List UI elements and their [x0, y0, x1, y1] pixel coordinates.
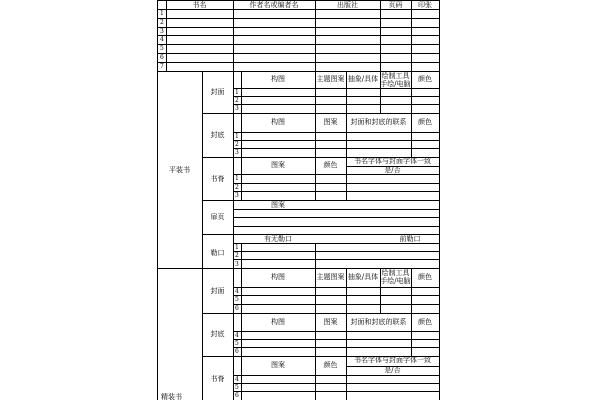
row-line: [233, 148, 440, 149]
col-font-match-sub: 是/否: [384, 366, 401, 374]
row-line: [233, 375, 440, 376]
col-front-back-link: 封面和封底的联系: [350, 318, 407, 326]
col-color: 颜色: [418, 273, 432, 281]
part-tab: 勒口: [210, 249, 225, 257]
row-number: 6: [235, 305, 239, 312]
num-col-line: [233, 268, 234, 313]
row-number: 3: [235, 192, 239, 199]
row-number: 1: [160, 10, 164, 17]
col-pattern: 图案: [323, 318, 338, 326]
col-front-tab: 有无勒口: [264, 235, 292, 243]
part-flyleaf: 扉页: [210, 213, 225, 221]
row-number: 5: [160, 45, 164, 52]
table-row-line: [157, 9, 440, 10]
col-theme-pattern: 主题图案: [316, 273, 345, 281]
table-row-line: [157, 18, 440, 19]
row-number: 2: [235, 184, 239, 191]
table-col-line: [411, 0, 412, 71]
table-row-line: [157, 53, 440, 54]
row-number: 6: [160, 54, 164, 61]
table-col-line: [233, 0, 234, 71]
design-border-left: [157, 71, 158, 400]
row-line: [233, 391, 440, 392]
col-font-match: 书名字体与封面字体一致: [354, 157, 431, 165]
num-col-line: [233, 313, 234, 356]
row-line: [233, 191, 440, 192]
table-col-line: [380, 0, 381, 71]
col-pattern: 图案: [323, 118, 338, 126]
binding-hardcover: 精装书: [161, 393, 182, 400]
row-line: [233, 183, 440, 184]
col-color: 颜色: [323, 361, 338, 369]
part-back: 封底: [210, 131, 225, 139]
part-back: 封底: [210, 330, 225, 338]
binding-paperback: 平装书: [169, 166, 190, 174]
part-cover: 封面: [210, 88, 225, 96]
row-number: 3: [160, 28, 164, 35]
row-line: [233, 174, 440, 175]
row-number: 4: [235, 332, 239, 339]
col-composition: 构图: [271, 75, 285, 83]
row-line: [233, 259, 440, 260]
col-color: 颜色: [418, 318, 432, 326]
col-pattern: 图案: [271, 201, 285, 209]
col-font-match: 书名字体与封面字体一致: [354, 356, 431, 364]
col-tool-sub: 手绘/电脑: [380, 277, 411, 285]
binding-col-line: [202, 71, 203, 400]
col-pattern: 图案: [271, 361, 285, 369]
row-number: 1: [235, 89, 239, 96]
row-number: 1: [235, 175, 239, 182]
row-number: 2: [235, 141, 239, 148]
row-line: [233, 251, 440, 252]
col-color: 颜色: [418, 75, 432, 83]
row-number: 2: [235, 252, 239, 259]
col-color: 颜色: [323, 161, 338, 169]
row-line: [233, 383, 440, 384]
col-front-back-link: 封面和封底的联系: [350, 118, 407, 126]
table-border-left: [157, 0, 158, 71]
col-line: [315, 243, 316, 268]
num-col-line: [233, 71, 234, 113]
col-abstract-concrete: 抽象/具体: [347, 75, 379, 83]
part-cover: 封面: [210, 287, 225, 295]
row-line: [233, 339, 440, 340]
row-line: [233, 88, 440, 89]
row-line: [233, 104, 440, 105]
row-number: 3: [235, 105, 239, 112]
row-line: [233, 347, 440, 348]
col-theme-pattern: 主题图案: [316, 75, 345, 83]
table-col-line: [315, 0, 316, 71]
section-line: [202, 113, 440, 114]
section-line: [202, 313, 440, 314]
header-title: 书名: [192, 1, 207, 9]
table-row-line: [157, 27, 440, 28]
row-number: 4: [235, 288, 239, 295]
col-color: 颜色: [418, 118, 432, 126]
row-number: 1: [235, 133, 239, 140]
row-number: 4: [160, 36, 164, 43]
table-row-line: [157, 62, 440, 63]
row-number: 5: [235, 340, 239, 347]
row-number: 6: [235, 348, 239, 355]
col-composition: 构图: [271, 318, 285, 326]
row-number: 3: [235, 261, 239, 268]
row-number: 3: [235, 149, 239, 156]
row-line: [233, 287, 440, 288]
table-row-line: [157, 44, 440, 45]
row-line: [233, 243, 440, 244]
row-line: [233, 304, 440, 305]
col-back-tab: 前勒口: [399, 235, 421, 243]
col-composition: 构图: [271, 118, 285, 126]
col-abstract-concrete: 抽象/具体: [347, 273, 379, 281]
part-spine: 书脊: [210, 175, 225, 183]
table-border-right: [439, 0, 440, 71]
header-print-count: 印张: [418, 1, 432, 9]
table-col-line: [166, 0, 167, 71]
row-number: 6: [235, 392, 239, 399]
row-line: [233, 331, 440, 332]
col-composition: 构图: [271, 273, 285, 281]
num-col-line: [233, 356, 234, 400]
header-author: 作者名或编者名: [249, 1, 299, 9]
row-line: [233, 217, 440, 218]
col-tool: 绘制工具: [381, 269, 410, 277]
col-font-match-sub: 是/否: [384, 166, 401, 174]
row-line: [233, 140, 440, 141]
header-publisher: 出版社: [337, 1, 358, 9]
row-number: 5: [235, 296, 239, 303]
row-number: 7: [160, 63, 164, 70]
row-line: [233, 132, 440, 133]
row-number: 2: [235, 97, 239, 104]
num-col-line: [233, 113, 234, 157]
col-pattern: 图案: [271, 161, 285, 169]
row-line: [233, 226, 440, 227]
row-number: 1: [235, 244, 239, 251]
row-number: 5: [235, 384, 239, 391]
row-line: [233, 209, 440, 210]
row-number: 4: [235, 376, 239, 383]
num-col-line: [233, 157, 234, 200]
col-tool: 绘制工具: [381, 72, 410, 80]
row-number: 2: [160, 19, 164, 26]
section-line: [202, 200, 440, 201]
num-col-line: [241, 243, 242, 268]
table-row-line: [157, 35, 440, 36]
header-pages: 页码: [388, 1, 403, 9]
part-spine: 书脊: [210, 375, 225, 383]
row-line: [233, 96, 440, 97]
col-tool-sub: 手绘/电脑: [380, 80, 411, 88]
row-line: [233, 295, 440, 296]
